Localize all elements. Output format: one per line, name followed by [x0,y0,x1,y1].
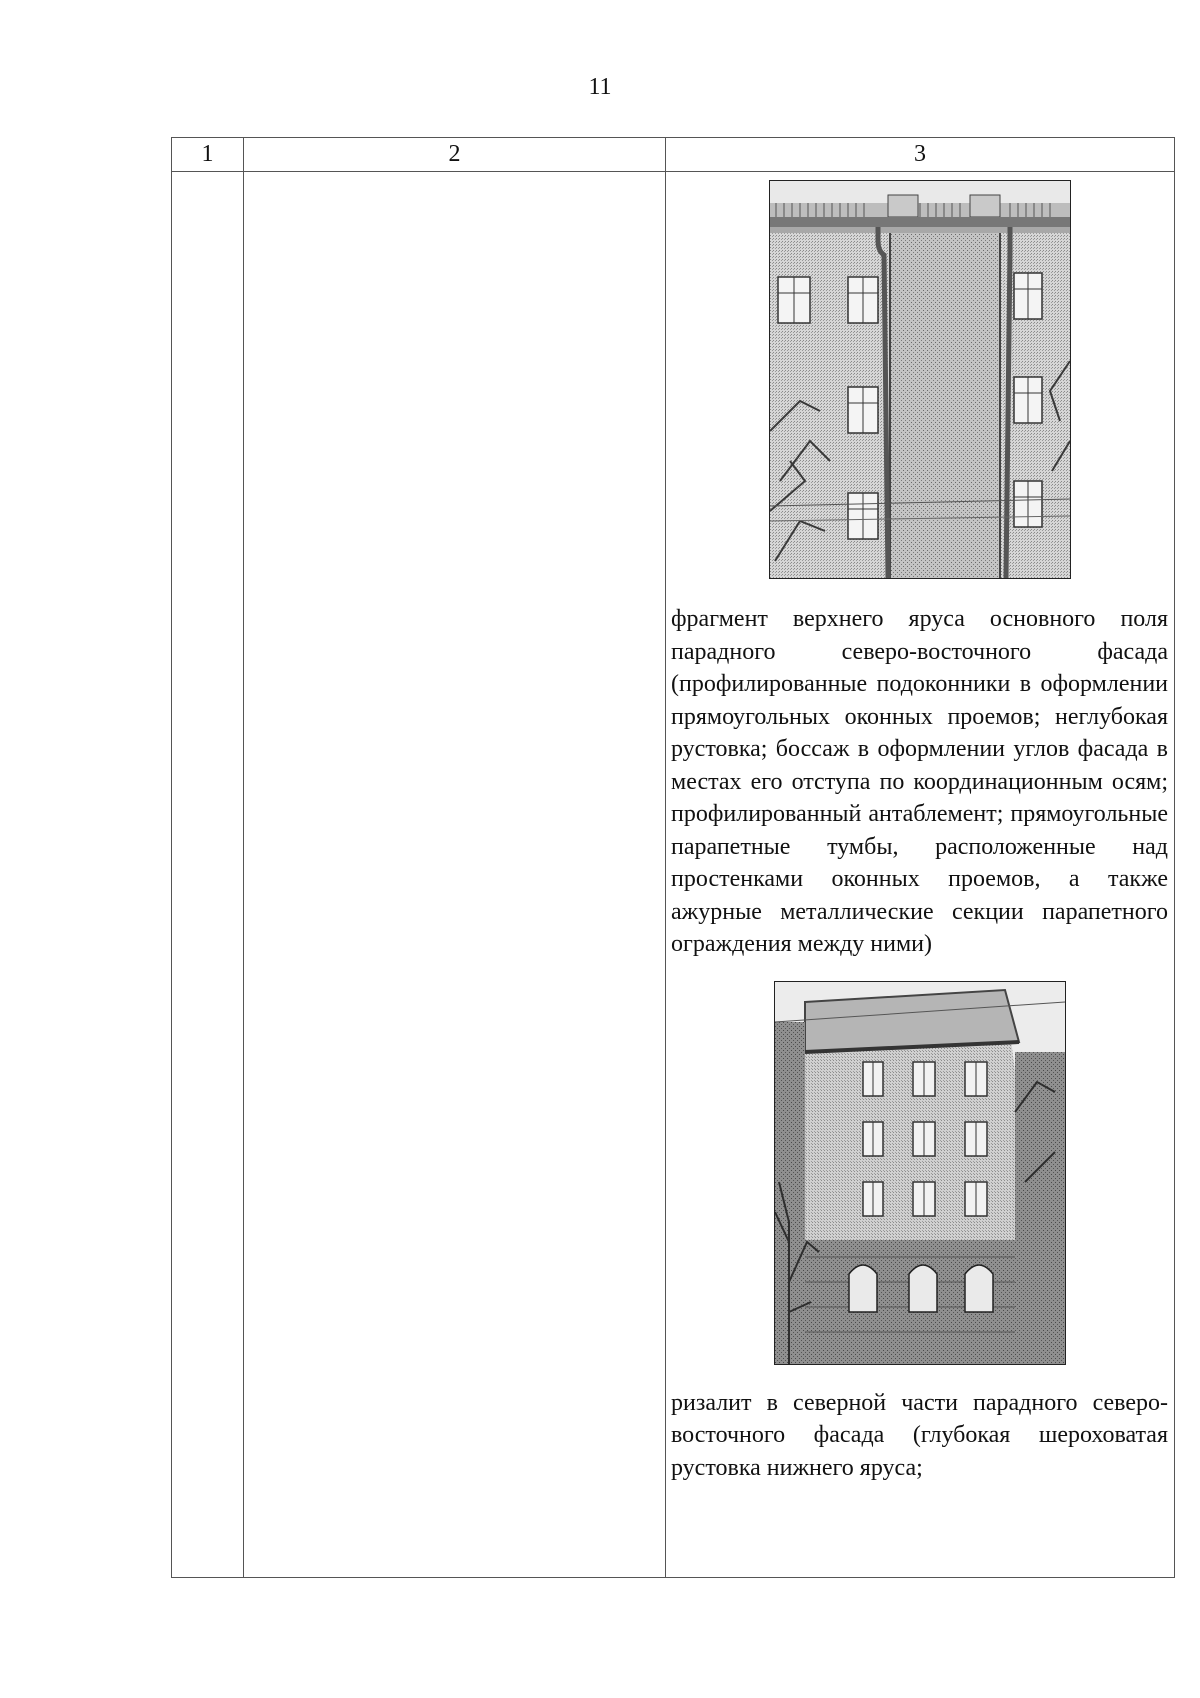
table-row [172,172,1175,1578]
description-table [171,137,1175,1578]
row-cell-1 [172,172,244,1578]
page-number: 11 [588,74,612,100]
photo-caption-1: фрагмент верхнего яруса основного поля парадного северо-восточного фасада (профилированные подоконники в оформлении прямоугольных оконных проемов; неглубокая рустовка; боссаж в оформлении углов фасада в местах его отступа по координационным осям; профилированный антаблемент; прямоугольные парапетные тумбы, расположенные над простенками оконных проемов, а также ажурные металлические секции парапетного ограждения между ними) [671,606,1168,957]
header-cell-3: 3 [666,138,1175,172]
row-cell-2 [244,172,666,1578]
facade-upper-tier-photo [769,180,1071,579]
header-cell-1: 1 [172,138,244,172]
photo-caption-2: ризалит в северной части парадного северо-восточного фасада (глубокая шероховатая рустовка нижнего яруса; [671,1389,1168,1481]
header-cell-2: 2 [244,138,666,172]
table-header-row [172,138,1175,172]
row-cell-3 [666,172,1175,1578]
facade-risalit-photo [774,981,1066,1365]
